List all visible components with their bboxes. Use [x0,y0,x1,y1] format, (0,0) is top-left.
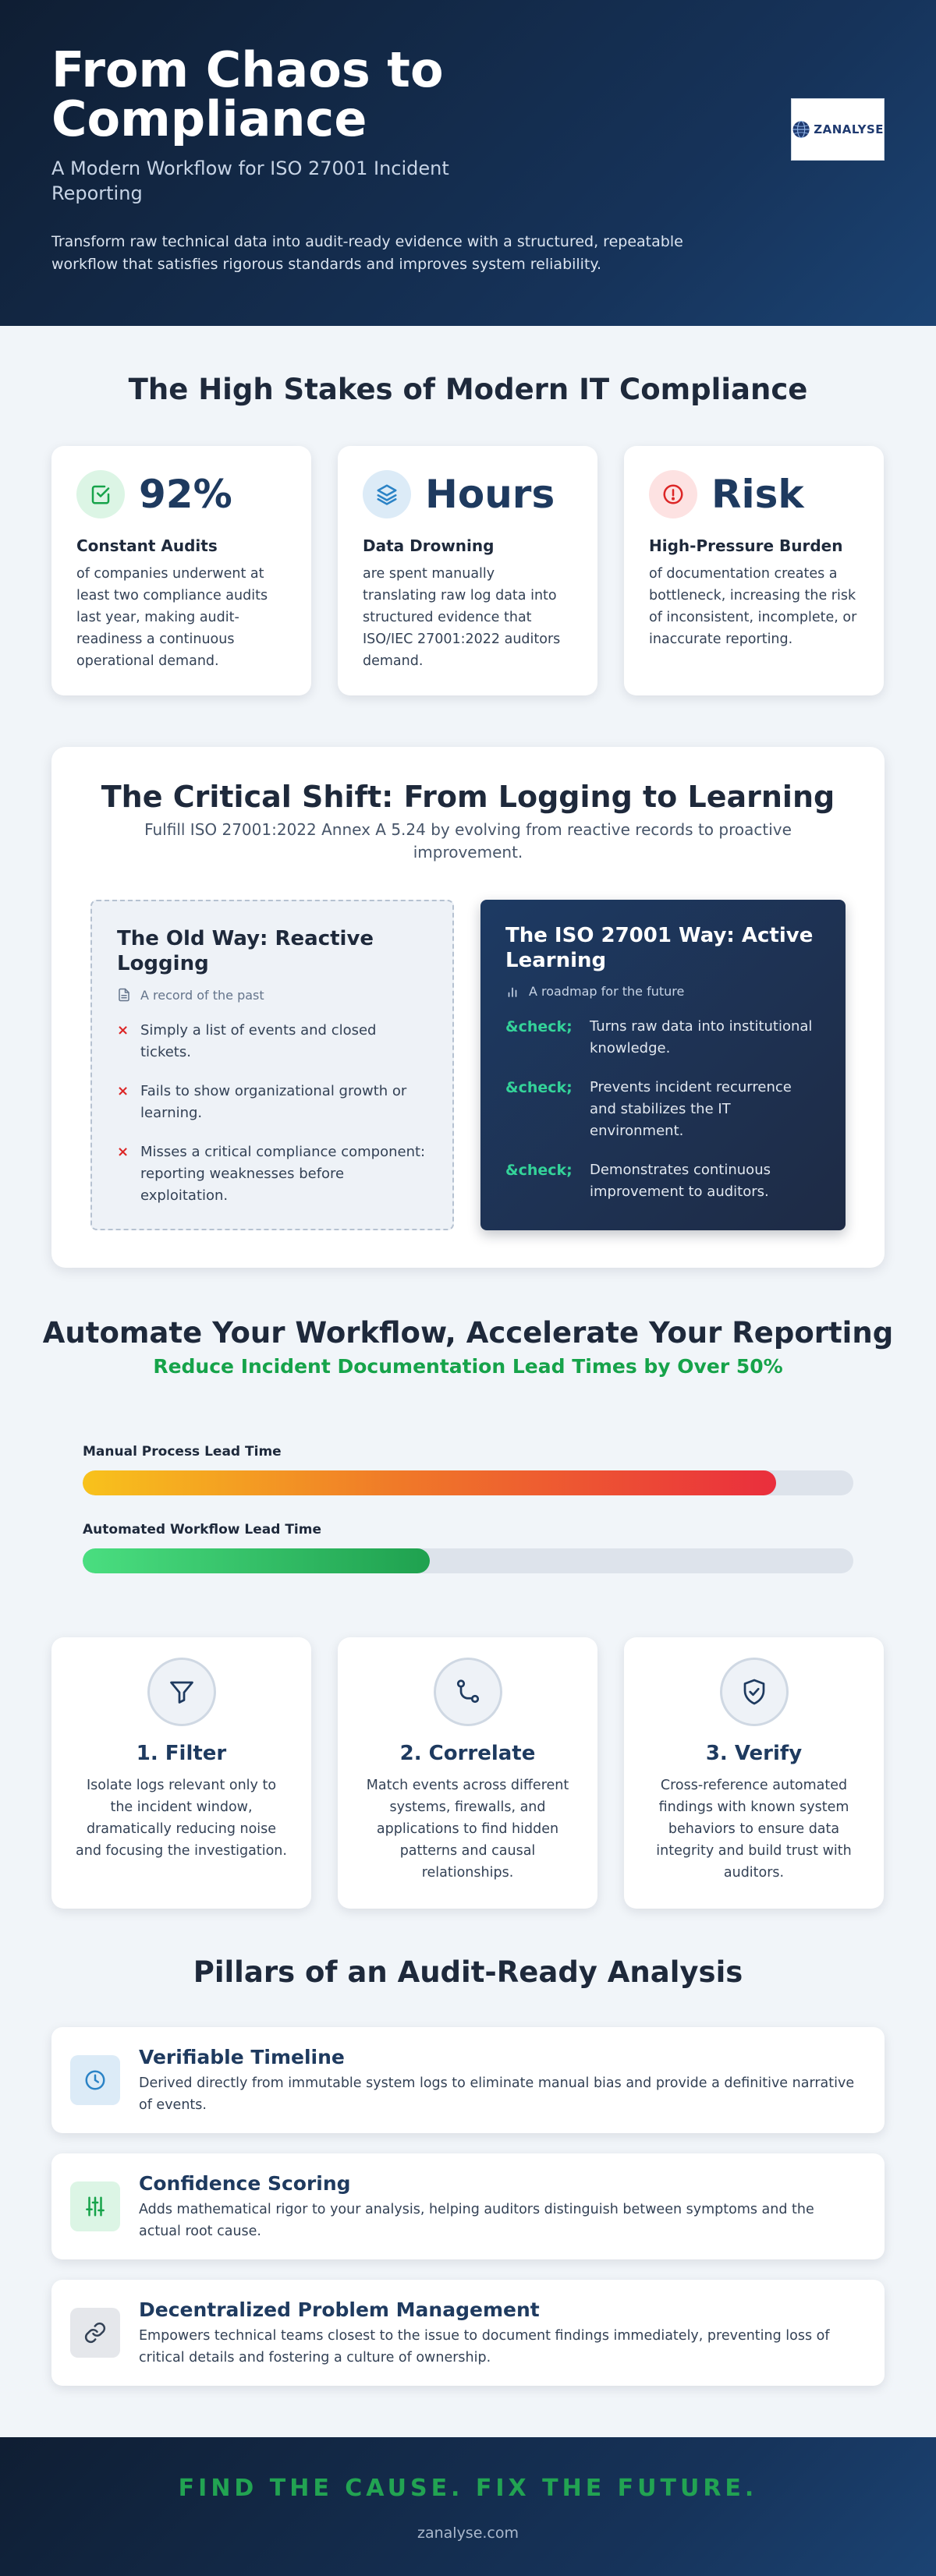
globe-icon [792,117,810,142]
stakes-title: The High Stakes of Modern IT Compliance [128,373,808,406]
stat-card-hours [338,446,597,695]
pillar-description: Derived directly from immutable system logs to eliminate manual bias and provide a definitive narrative of events. [139,2075,855,2113]
stat-description: of documentation creates a bottleneck, increasing the risk of inconsistent, incomplete, or inaccurate reporting. [649,566,857,647]
stat-value: Risk [711,472,804,517]
alert-icon [649,470,697,518]
automate-title: Automate Your Workflow, Accelerate Your Reporting [42,1316,894,1350]
stat-label: Constant Audits [76,536,218,555]
pillar-title: Verifiable Timeline [139,2046,345,2068]
bar-chart-icon [505,985,519,999]
list-item: &check; Demonstrates continuous improvement to auditors. [505,1159,821,1203]
stat-value: 92% [139,472,232,517]
footer-url[interactable]: zanalyse.com [417,2525,519,2542]
list-item: &check; Prevents incident recurrence and stabilizes the IT environment. [505,1077,821,1142]
manual-bar-fill [83,1470,776,1495]
old-way-tag-text: A record of the past [140,987,264,1003]
new-way-tag-text: A roadmap for the future [529,984,685,999]
old-way-box [90,900,454,1230]
pillar-title: Confidence Scoring [139,2172,351,2195]
old-way-title: The Old Way: Reactive Logging [117,927,374,975]
sliders-icon [70,2181,120,2231]
git-branch-icon [434,1658,502,1726]
check-mark: &check; [505,1079,573,1096]
pillar-confidence-scoring [51,2153,885,2259]
list-item: × Simply a list of events and closed tickets. [117,1020,427,1063]
x-mark: × [117,1083,129,1099]
layers-icon [363,470,411,518]
stat-value: Hours [425,472,555,517]
automated-bar-track [83,1548,853,1573]
list-item: × Misses a critical compliance component: reporting weaknesses before exploitation. [117,1141,427,1207]
pillar-description: Empowers technical teams closest to the issue to document findings immediately, preventing loss of critical details and fostering a culture of ownership. [139,2328,830,2365]
page-description: Transform raw technical data into audit-ready evidence with a structured, repeatable workflow that satisfies rigorous standards and improves system reliability. [51,233,683,273]
new-way-title: The ISO 27001 Way: Active Learning [505,924,814,972]
list-item: × Fails to show organizational growth or learning. [117,1081,427,1124]
step-title: 1. Filter [136,1742,227,1765]
old-way-tag [117,987,427,1003]
document-icon [117,987,131,1003]
pillar-decentralized-problem-management [51,2280,885,2386]
step-description: Cross-reference automated findings with known system behaviors to ensure data integrity and build trust with auditors. [656,1778,852,1881]
automated-bar-fill [83,1548,430,1573]
pillars-title: Pillars of an Audit-Ready Analysis [193,1955,743,1989]
step-title: 2. Correlate [399,1742,536,1765]
pillar-title: Decentralized Problem Management [139,2298,540,2321]
step-card-correlate [338,1637,597,1909]
check-mark: &check; [505,1018,573,1035]
clock-icon [70,2055,120,2105]
automated-bar-label: Automated Workflow Lead Time [83,1522,321,1537]
list-item: &check; Turns raw data into institutional knowledge. [505,1016,821,1060]
manual-bar-label: Manual Process Lead Time [83,1444,282,1460]
page-subtitle: A Modern Workflow for ISO 27001 Incident Reporting [51,157,449,204]
manual-bar-track [83,1470,853,1495]
page-title: From Chaos to Compliance [51,41,444,147]
step-description: Match events across different systems, firewalls, and applications to find hidden patterns and causal relationships. [366,1778,569,1881]
logo-wordmark: ZANALYSE [814,122,884,136]
shift-title: The Critical Shift: From Logging to Learning [101,780,835,814]
link-icon [70,2308,120,2358]
hero-header [0,0,936,326]
new-way-box [480,900,846,1230]
x-mark: × [117,1022,129,1039]
automate-subtitle: Reduce Incident Documentation Lead Times by Over 50% [153,1355,783,1378]
funnel-icon [147,1658,216,1726]
checkbox-icon [76,470,125,518]
zanalyse-logo [791,98,885,161]
step-description: Isolate logs relevant only to the incident window, dramatically reducing noise and focusing the investigation. [76,1778,287,1859]
stat-label: High-Pressure Burden [649,536,843,555]
footer-tagline: FIND THE CAUSE. FIX THE FUTURE. [178,2475,758,2502]
pillar-verifiable-timeline [51,2027,885,2133]
check-mark: &check; [505,1162,573,1179]
shield-check-icon [720,1658,789,1726]
pillar-description: Adds mathematical rigor to your analysis, helping auditors distinguish between symptoms and the actual root cause. [139,2202,814,2239]
step-title: 3. Verify [705,1742,803,1765]
stat-card-risk [624,446,884,695]
x-mark: × [117,1144,129,1160]
shift-subtitle: Fulfill ISO 27001:2022 Annex A 5.24 by evolving from reactive records to proactive improvement. [144,820,792,862]
footer [0,2437,936,2576]
step-card-filter [51,1637,311,1909]
stat-description: are spent manually translating raw log data into structured evidence that ISO/IEC 27001:2022 auditors demand. [363,566,561,669]
stat-card-audits [51,446,311,695]
stat-description: of companies underwent at least two compliance audits last year, making audit-readiness a continuous operational demand. [76,566,268,669]
stat-label: Data Drowning [363,536,495,555]
step-card-verify [624,1637,884,1909]
new-way-tag [505,984,821,999]
critical-shift-panel [51,747,885,1268]
